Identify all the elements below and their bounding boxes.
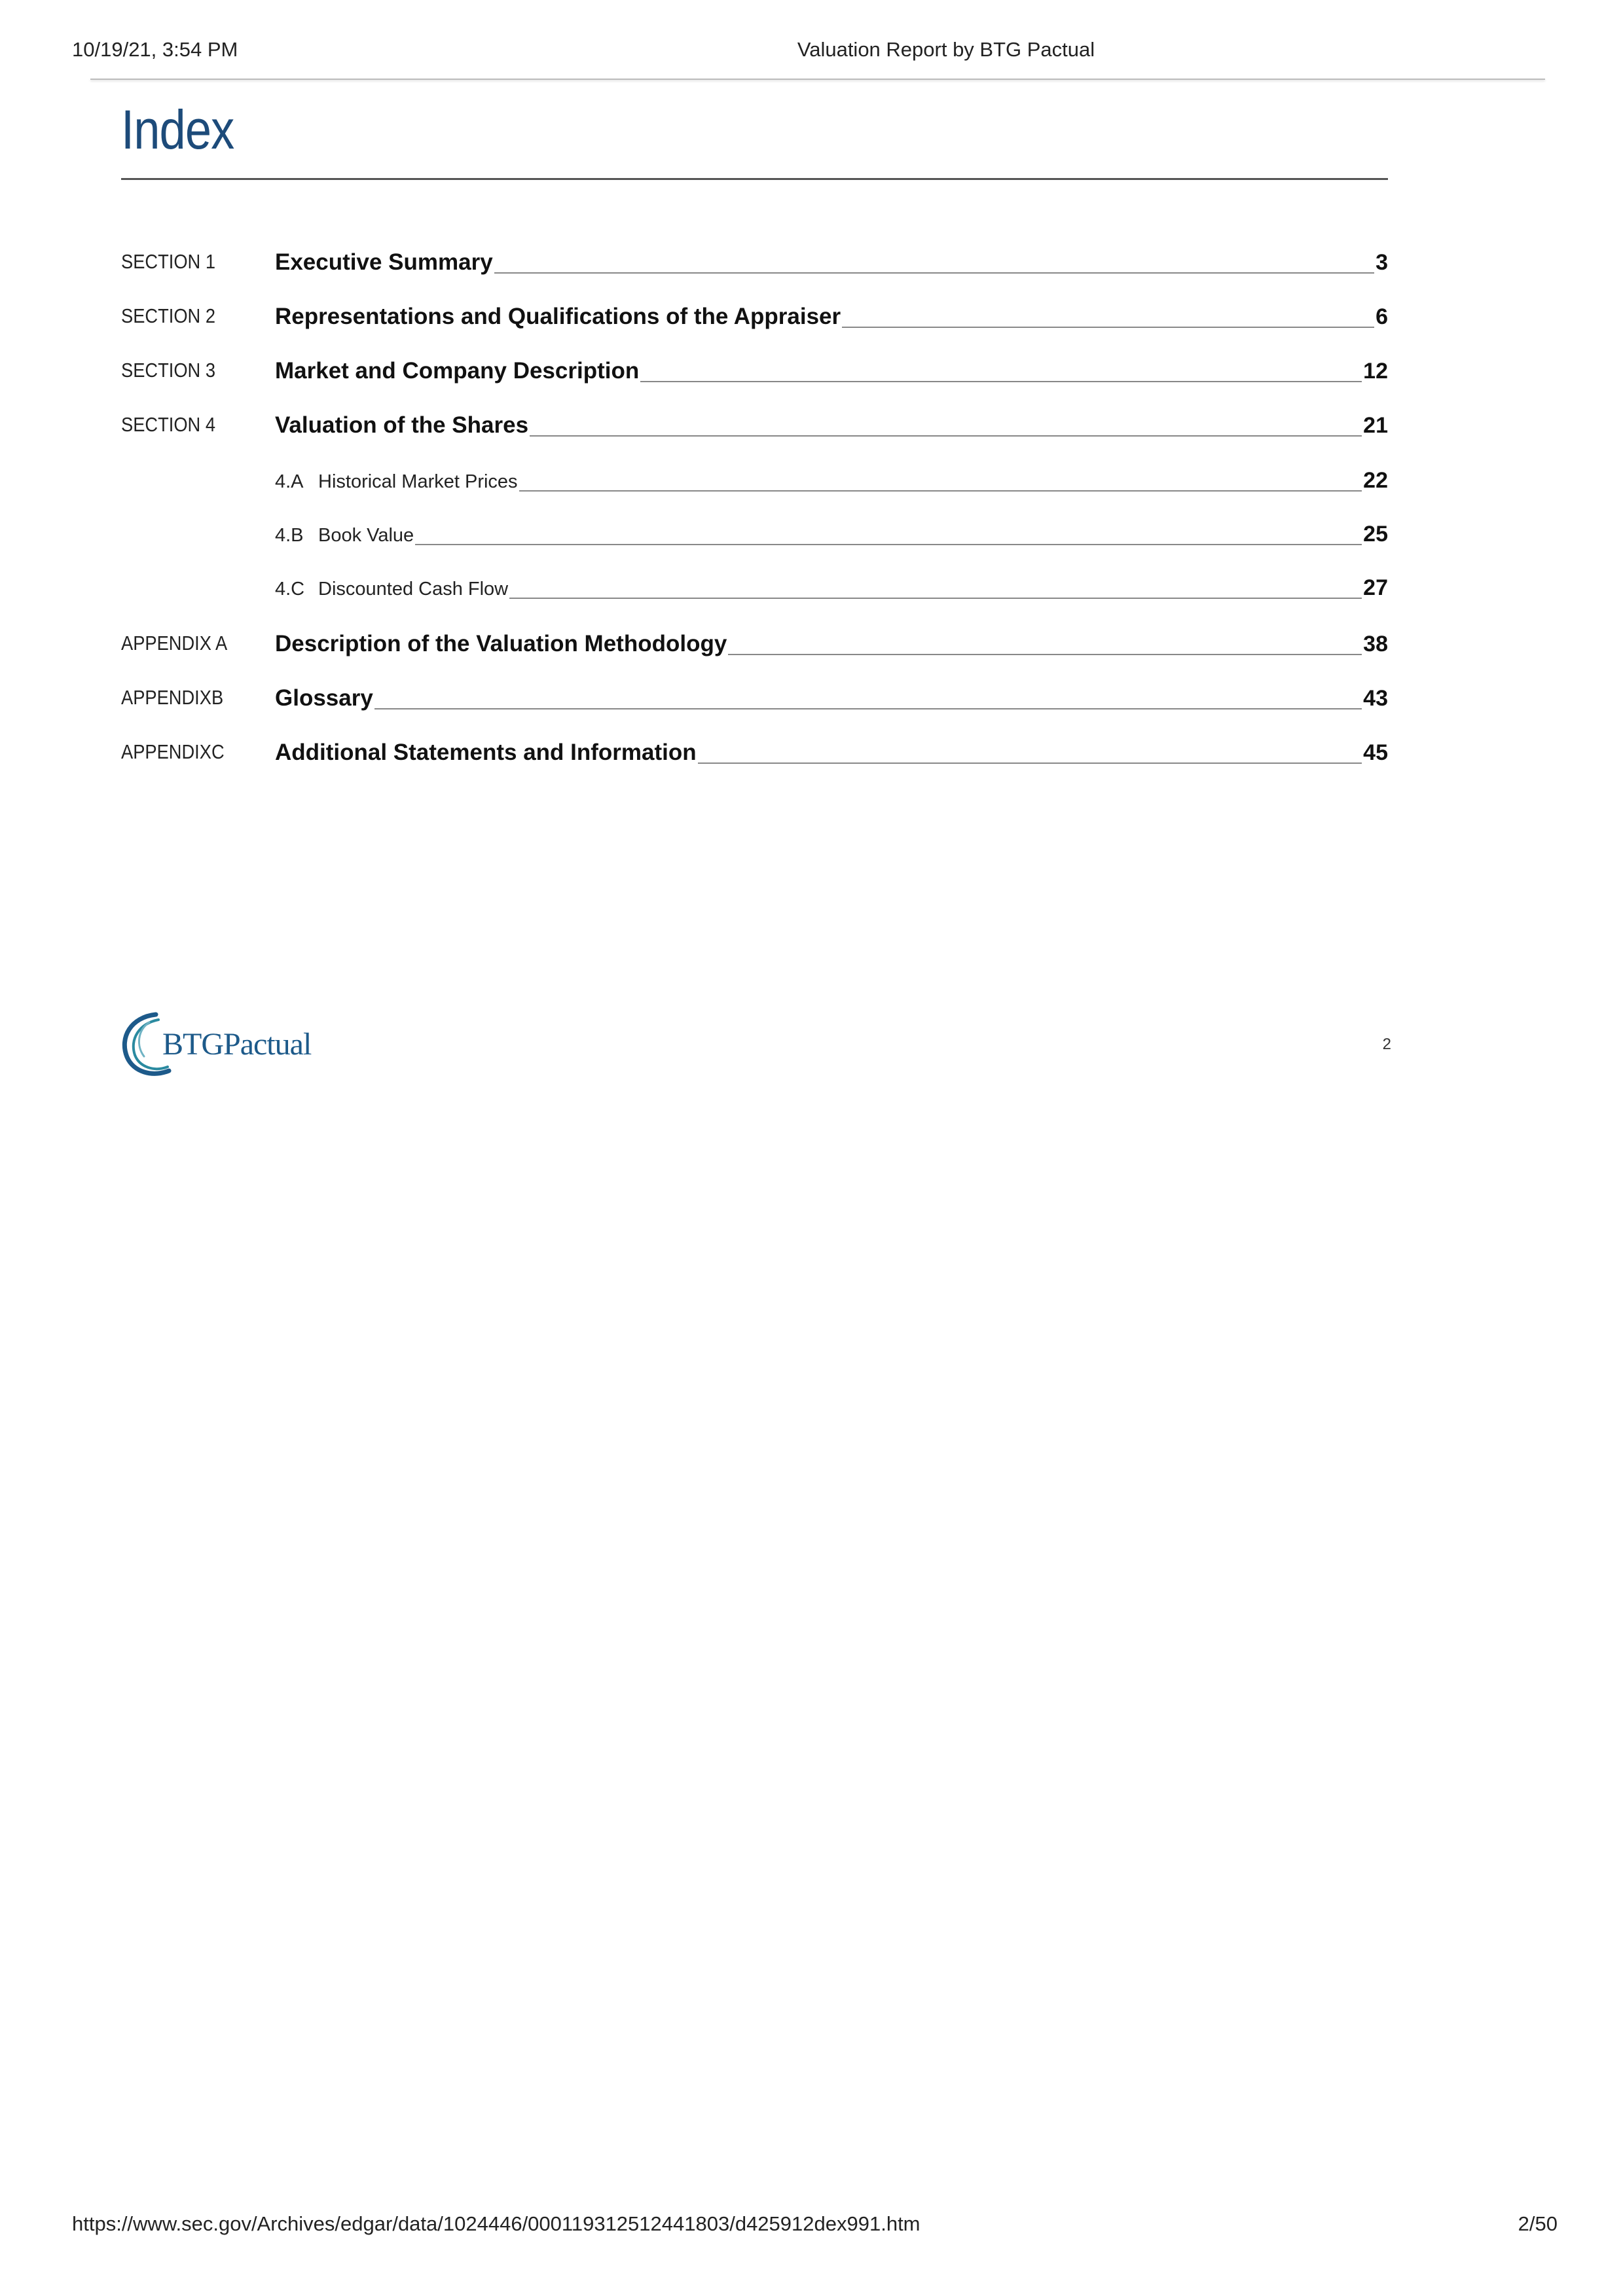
print-footer-url[interactable]: https://www.sec.gov/Archives/edgar/data/1024446/000119312512441803/d425912dex991.htm (72, 2212, 921, 2235)
toc-row-section-3[interactable] (121, 351, 1388, 390)
toc-row-section-1[interactable] (121, 242, 1388, 281)
toc-leader-line (509, 598, 1362, 599)
page-number: 2 (1382, 1035, 1391, 1053)
logo-wordmark: BTGPactual (162, 1027, 312, 1062)
toc-row-section-2[interactable] (121, 296, 1388, 336)
toc-subentry-text: Book Value (318, 525, 414, 546)
toc-page-number: 43 (1363, 686, 1388, 711)
title-divider (121, 178, 1388, 180)
toc-entry-title[interactable]: Glossary (275, 685, 373, 711)
toc-row-4a[interactable] (121, 460, 1388, 499)
toc-leader-line (494, 272, 1374, 274)
toc-entry-title[interactable]: Representations and Qualifications of the Appraiser (275, 304, 841, 329)
toc-section-label: SECTION 1 (121, 250, 216, 273)
toc-leader-line (519, 490, 1362, 492)
toc-row-4c[interactable] (121, 567, 1388, 607)
toc-page-number: 45 (1363, 740, 1388, 765)
toc-entry-title[interactable]: Additional Statements and Information (275, 740, 697, 765)
toc-page-number: 12 (1363, 359, 1388, 384)
toc-leader-line (728, 654, 1362, 655)
toc-leader-line (415, 544, 1362, 545)
header-divider (90, 79, 1545, 80)
toc-subentry-number: 4.A (275, 471, 304, 492)
toc-entry-title[interactable]: Description of the Valuation Methodology (275, 631, 727, 656)
print-header-title: Valuation Report by BTG Pactual (797, 38, 1095, 61)
toc-entry-title[interactable]: Executive Summary (275, 249, 493, 275)
toc-subentry-text: Discounted Cash Flow (318, 579, 509, 600)
toc-page-number: 3 (1376, 250, 1388, 275)
toc-subentry-number: 4.B (275, 525, 304, 546)
toc-subentry-title[interactable] (275, 580, 508, 601)
toc-page-number: 38 (1363, 632, 1388, 656)
toc-section-label: APPENDIXC (121, 740, 225, 763)
toc-leader-line (530, 435, 1362, 437)
toc-leader-line (640, 381, 1362, 382)
toc-subentry-number: 4.C (275, 579, 305, 600)
toc-section-label: APPENDIXB (121, 686, 224, 709)
toc-page-number: 6 (1376, 304, 1388, 329)
toc-row-appendix-c[interactable] (121, 732, 1388, 772)
toc-page-number: 25 (1363, 522, 1388, 547)
toc-entry-title[interactable]: Market and Company Description (275, 358, 640, 384)
toc-row-appendix-b[interactable] (121, 678, 1388, 717)
toc-row-section-4[interactable] (121, 405, 1388, 444)
page-title: Index (121, 99, 234, 160)
toc-page-number: 21 (1363, 413, 1388, 438)
toc-section-label: SECTION 2 (121, 304, 216, 327)
toc-leader-line (374, 708, 1362, 709)
print-footer-page-count: 2/50 (1518, 2212, 1558, 2235)
toc-row-appendix-a[interactable] (121, 624, 1388, 663)
toc-leader-line (842, 327, 1374, 328)
toc-row-4b[interactable] (121, 514, 1388, 553)
toc-leader-line (698, 762, 1362, 764)
toc-subentry-title[interactable] (275, 473, 518, 494)
toc-section-label: APPENDIX A (121, 632, 228, 655)
toc-entry-title[interactable]: Valuation of the Shares (275, 412, 529, 438)
toc-section-label: SECTION 4 (121, 413, 216, 436)
toc-section-label: SECTION 3 (121, 359, 216, 382)
toc-page-number: 22 (1363, 468, 1388, 493)
toc-page-number: 27 (1363, 575, 1388, 600)
toc-subentry-text: Historical Market Prices (318, 471, 518, 492)
toc-subentry-title[interactable] (275, 526, 414, 548)
print-header-datetime: 10/19/21, 3:54 PM (72, 38, 238, 61)
btg-pactual-logo (118, 1008, 314, 1080)
